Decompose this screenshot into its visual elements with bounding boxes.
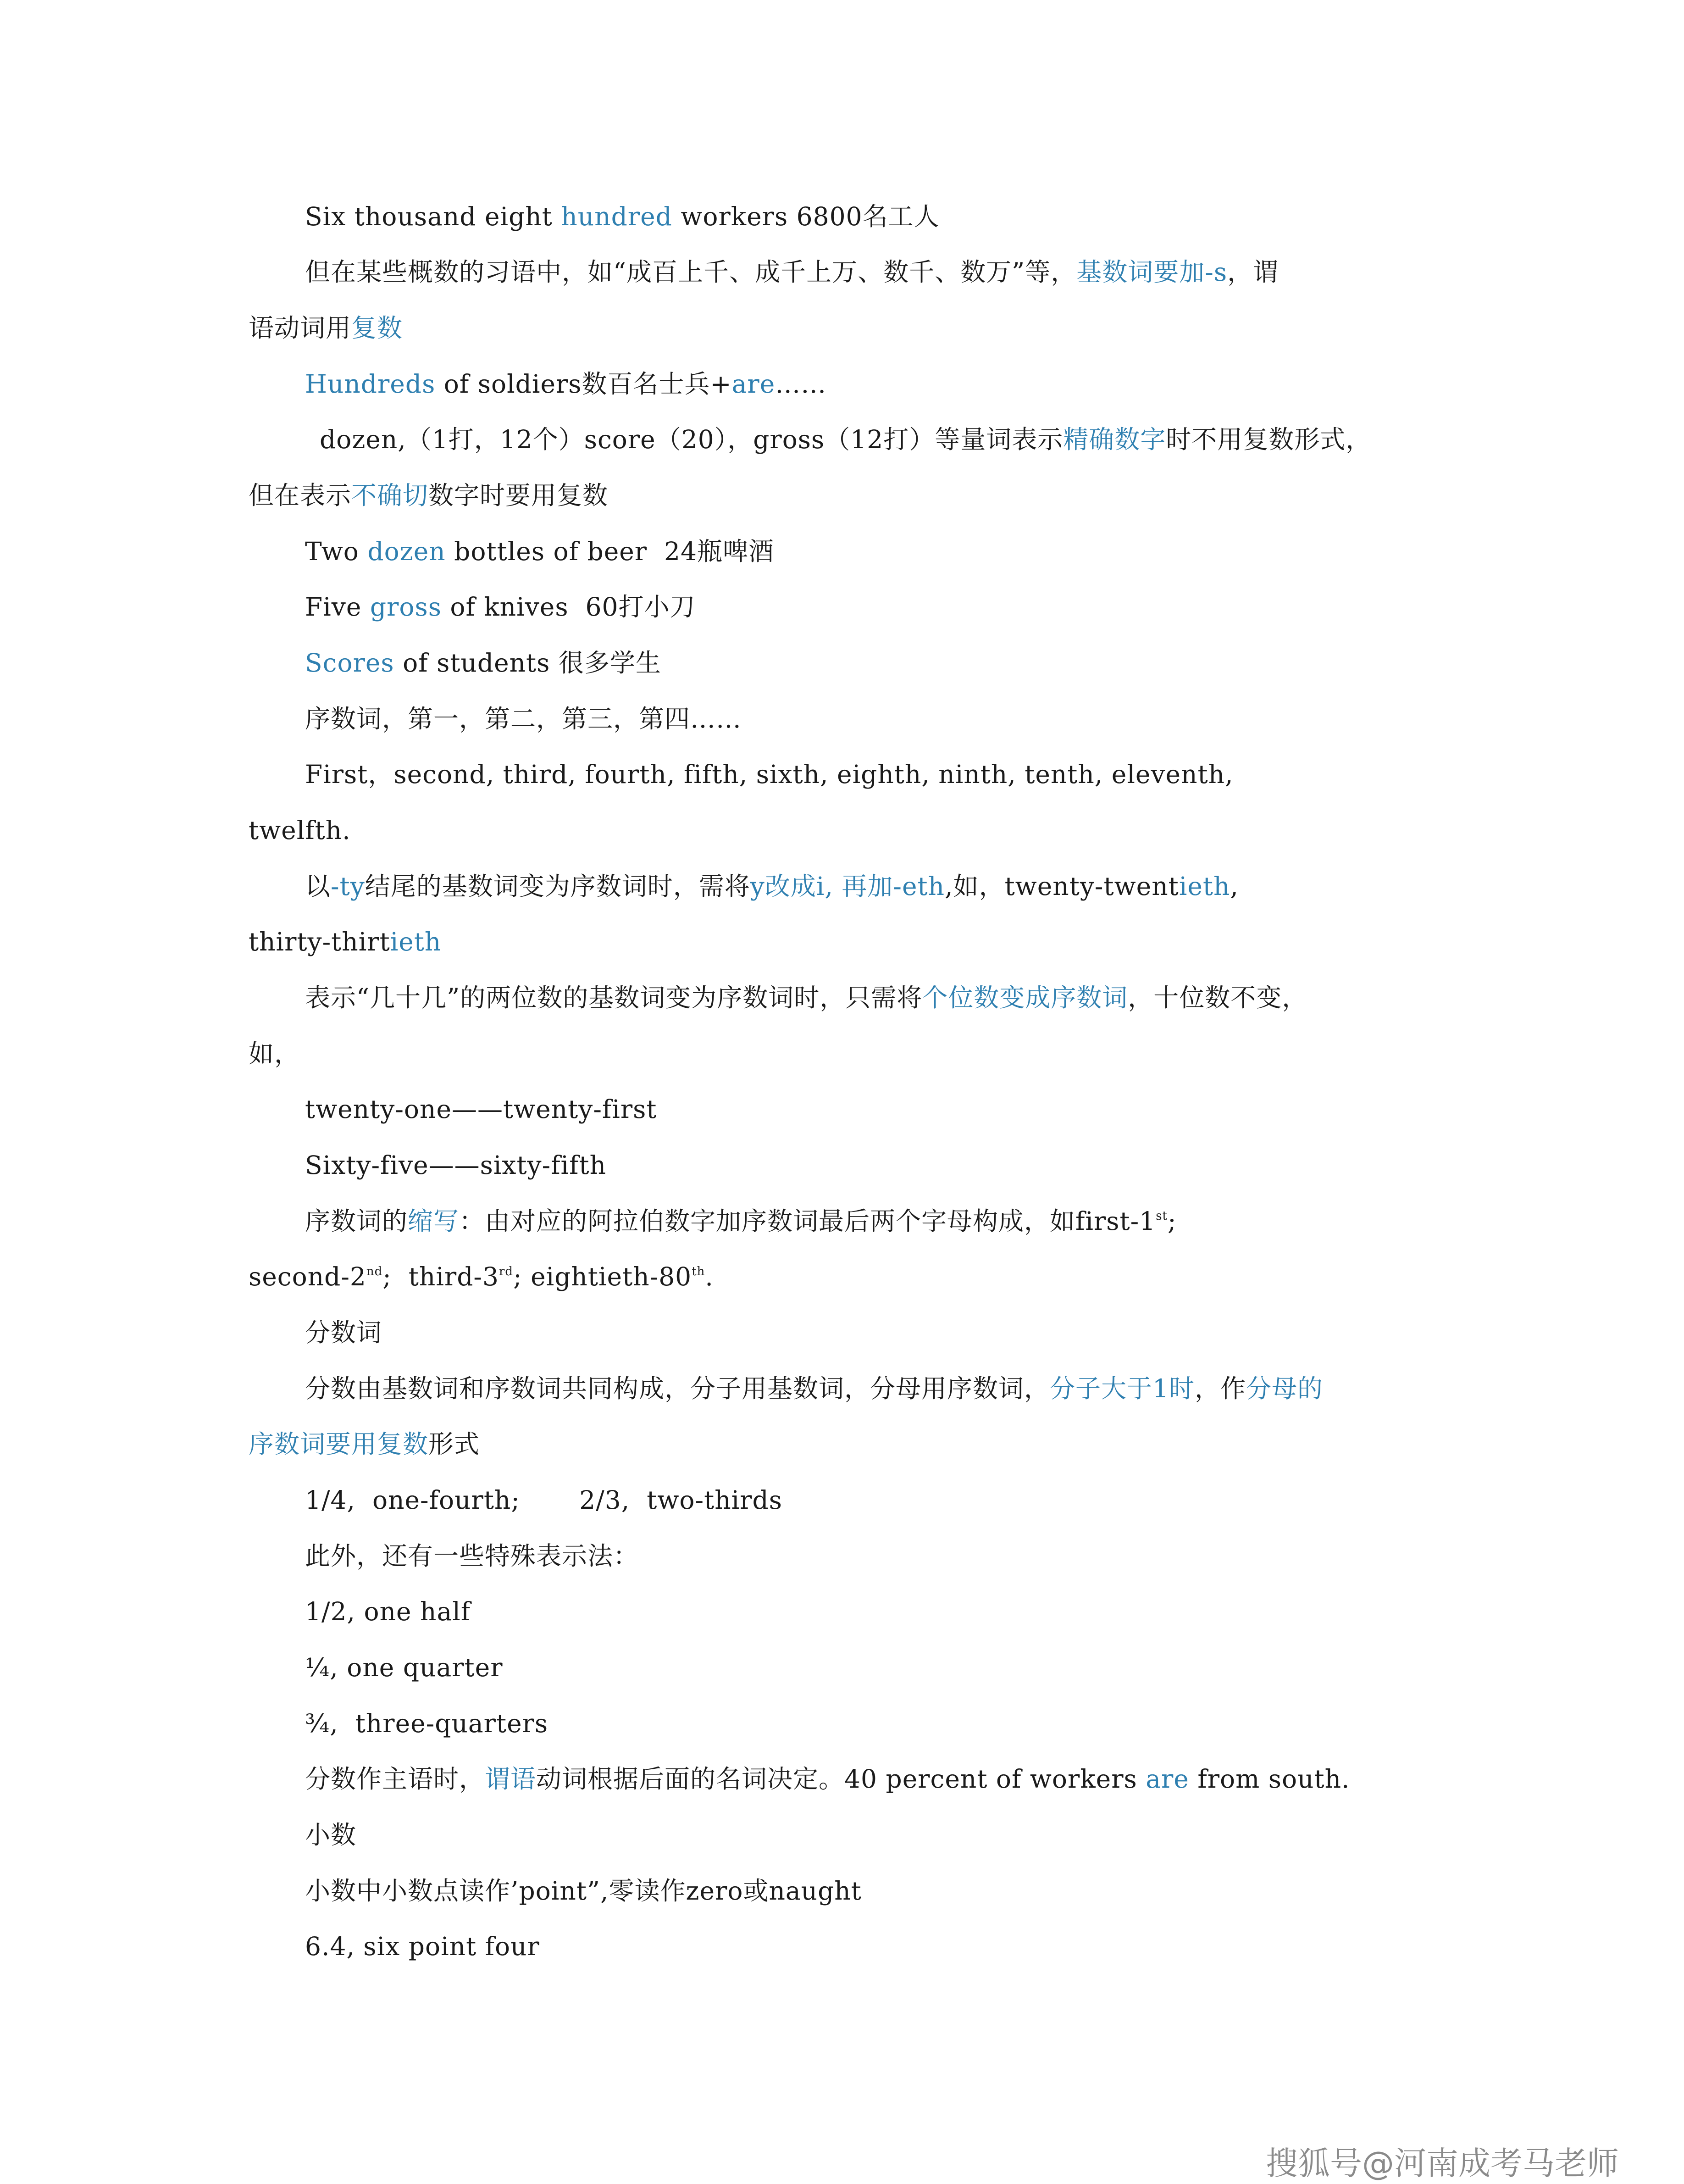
text-line: 分数作主语时，谓语动词根据后面的名词决定。40 percent of workers are from south. [305, 1764, 1350, 1794]
superscript: th [692, 1265, 705, 1278]
text-line: 1/4, one-fourth; 2/3, two-thirds [305, 1485, 782, 1515]
watermark: 搜狐号@河南成考马老师 [1266, 2145, 1619, 2182]
highlight-text: Hundreds [305, 369, 436, 399]
text-line: 此外，还有一些特殊表示法： [305, 1541, 639, 1571]
highlight-text: ieth [390, 927, 442, 956]
text-line: 序数词的缩写：由对应的阿拉伯数字加序数词最后两个字母构成，如first-1st; [305, 1206, 1177, 1236]
text-line: Hundreds of soldiers数百名士兵+are…… [305, 369, 827, 399]
text-line: ¼, one quarter [305, 1653, 503, 1682]
text-line: thirty-thirtieth [249, 927, 442, 956]
highlight-text: 分母的 [1246, 1374, 1324, 1403]
text-line: 小数中小数点读作’point”,零读作zero或naught [305, 1876, 862, 1906]
text-line: Scores of students 很多学生 [305, 648, 661, 678]
text-line: Five gross of knives 60打小刀 [305, 592, 696, 622]
text-line: 如， [249, 1039, 300, 1068]
superscript: rd [499, 1265, 514, 1278]
text-line: 但在表示不确切数字时要用复数 [249, 481, 609, 510]
text-line: 6.4, six point four [305, 1932, 540, 1961]
highlight-text: ieth [1179, 872, 1230, 901]
text-line: Sixty-five——sixty-fifth [305, 1150, 607, 1180]
text-line: dozen,（1打，12个）score（20），gross（12打）等量词表示精确数字时不用复数形式， [320, 425, 1372, 454]
text-line: twenty-one——twenty-first [305, 1095, 657, 1124]
text-line: 分数由基数词和序数词共同构成，分子用基数词，分母用序数词，分子大于1时，作分母的 [305, 1374, 1324, 1403]
highlight-text: y改成i, 再加-eth [750, 872, 945, 901]
text-line: 1/2, one half [305, 1597, 471, 1626]
highlight-text: 复数 [351, 313, 403, 343]
highlight-text: gross [370, 592, 442, 622]
text-line: ¾, three-quarters [305, 1709, 548, 1738]
highlight-text: hundred [561, 202, 672, 231]
text-line: First，second, third, fourth, fifth, sixth, eighth, ninth, tenth, eleventh, [305, 760, 1234, 789]
highlight-text: 基数词要加-s [1076, 257, 1228, 287]
highlight-text: dozen [367, 537, 446, 566]
highlight-text: are [731, 369, 776, 399]
highlight-text: 不确切 [351, 481, 429, 510]
superscript: st [1156, 1209, 1168, 1223]
highlight-text: -ty [331, 872, 365, 901]
highlight-text: Scores [305, 648, 394, 678]
text-line: 但在某些概数的习语中，如“成百上千、成千上万、数千、数万”等，基数词要加-s，谓 [305, 257, 1279, 287]
text-line: second-2nd; third-3rd; eightieth-80th. [249, 1262, 714, 1291]
text-line: 小数 [305, 1820, 357, 1850]
highlight-text: 个位数变成序数词 [922, 983, 1128, 1012]
highlight-text: 精确数字 [1063, 425, 1166, 454]
highlight-text: 缩写 [408, 1206, 460, 1236]
superscript: nd [366, 1265, 383, 1278]
text-line: twelfth. [249, 816, 351, 845]
text-line: Two dozen bottles of beer 24瓶啤酒 [305, 537, 775, 566]
text-line: 表示“几十几”的两位数的基数词变为序数词时，只需将个位数变成序数词，十位数不变， [305, 983, 1308, 1012]
highlight-text: 序数词要用复数 [249, 1429, 429, 1459]
text-line: Six thousand eight hundred workers 6800名工人 [305, 202, 940, 231]
highlight-text: are [1146, 1764, 1189, 1794]
highlight-text: 分子大于1时 [1050, 1374, 1195, 1403]
text-line: 序数词要用复数形式 [249, 1429, 480, 1459]
text-line: 语动词用复数 [249, 313, 403, 343]
text-line: 序数词，第一，第二，第三，第四…… [305, 704, 742, 734]
highlight-text: 谓语 [485, 1764, 537, 1794]
text-line: 分数词 [305, 1318, 382, 1347]
text-line: 以-ty结尾的基数词变为序数词时，需将y改成i, 再加-eth,如，twenty-twentieth, [305, 872, 1239, 901]
